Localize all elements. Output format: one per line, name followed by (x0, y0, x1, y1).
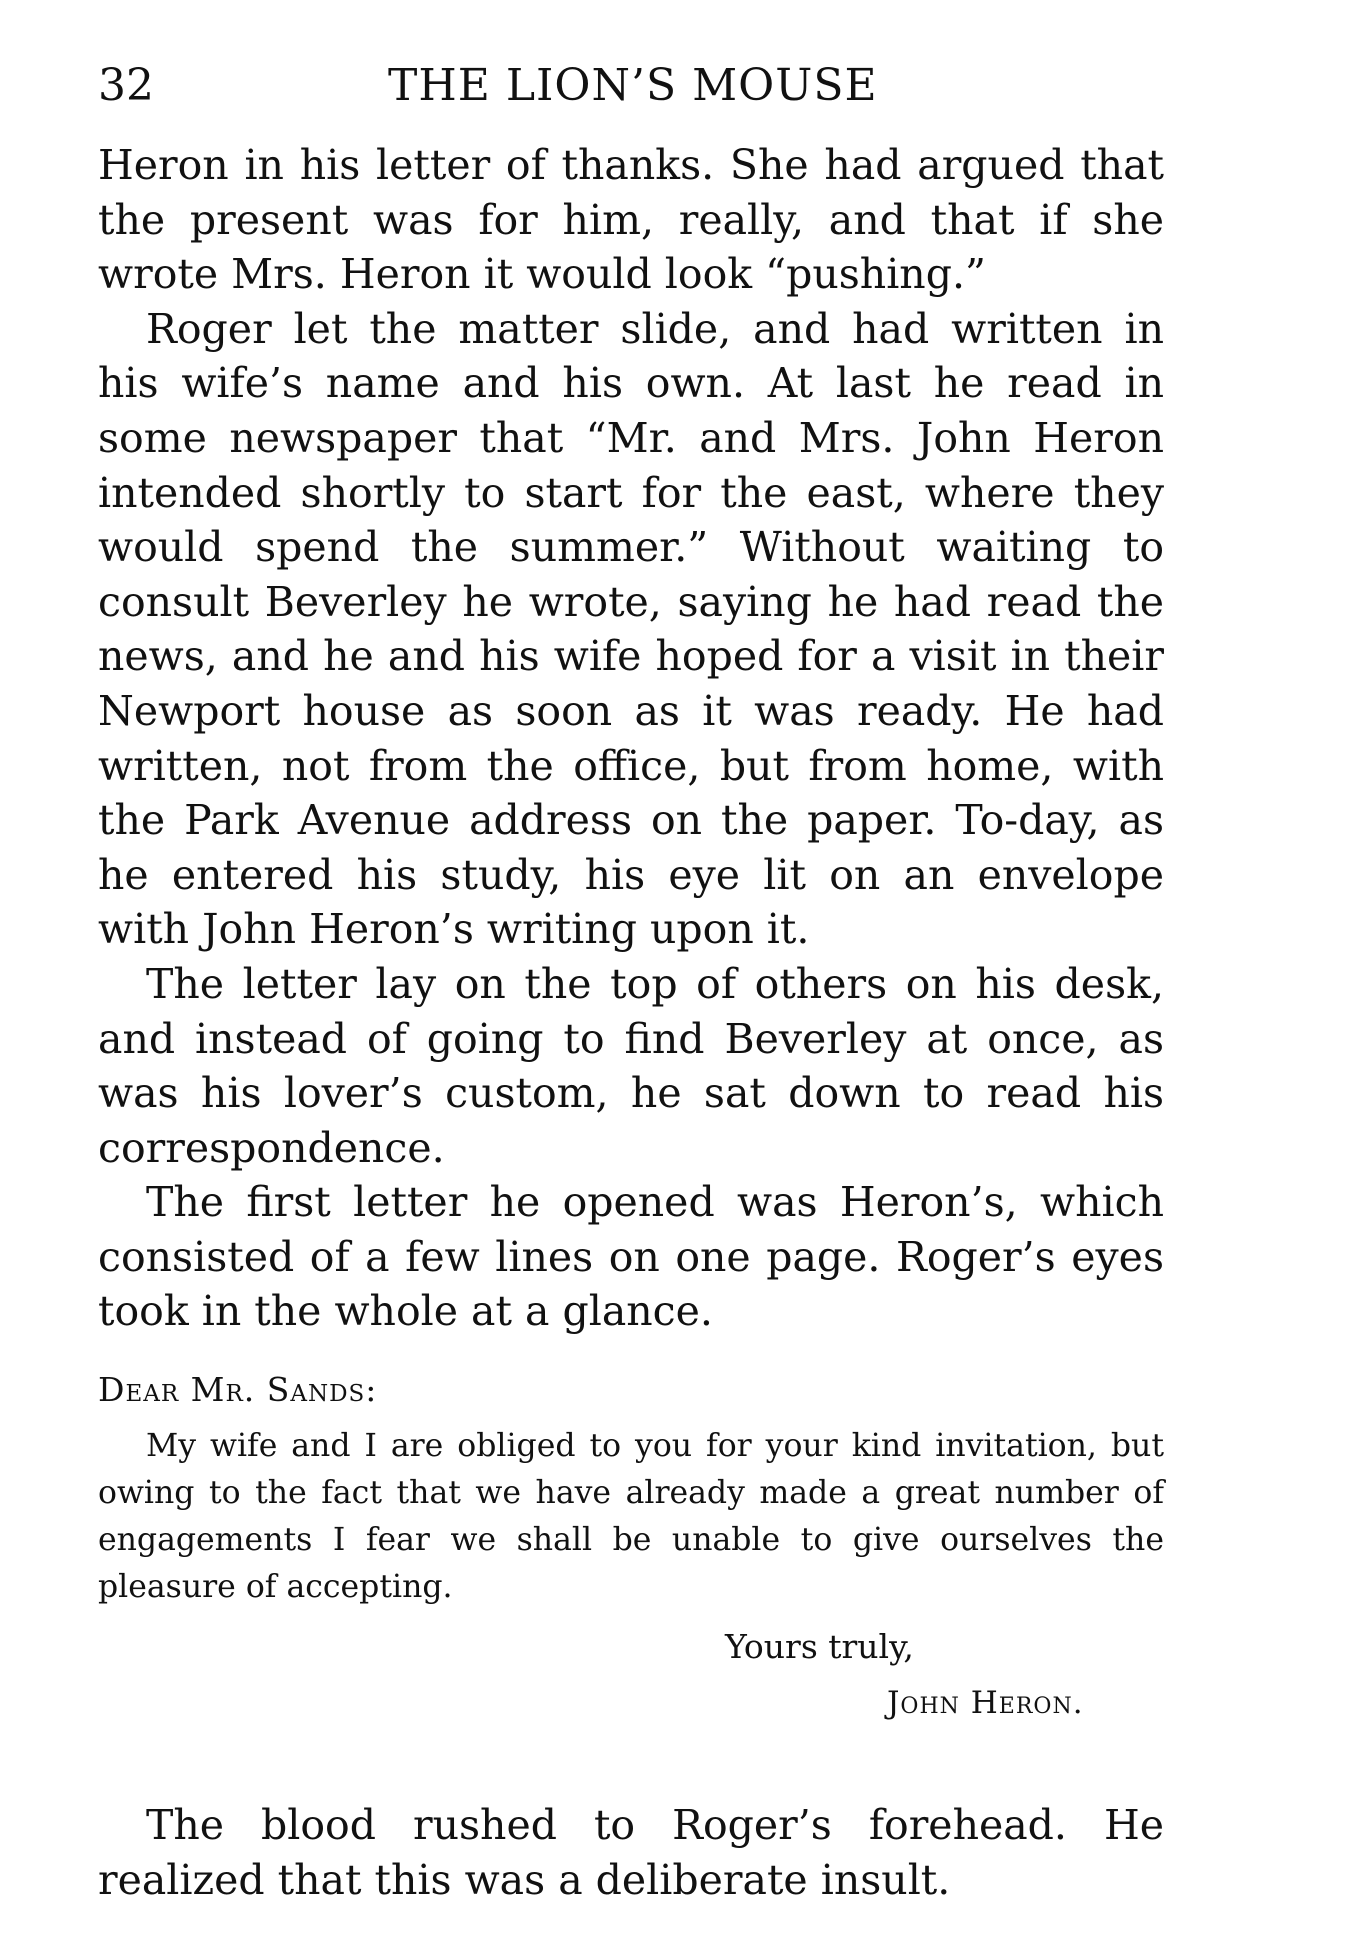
letter-body: My wife and I are obliged to you for your kind invitation, but owing to the fact that we have already made a great number of engagements I fear we shall be unable to give ourselves the pleasure of accepting. (98, 1428, 1164, 1605)
quoted-letter (98, 1370, 1164, 1731)
letter-salutation: Dear Mr. Sands: (98, 1370, 378, 1409)
paragraph: The letter lay on the top of others on his desk, and instead of going to find Beverley at once, as was his lover’s custom, he sat down to read his correspondence. (98, 959, 1164, 1172)
final-paragraph-block (98, 1798, 1164, 1907)
letter-signature: John Heron. (887, 1685, 1084, 1721)
paragraph: The first letter he opened was Heron’s, which consisted of a few lines on one page. Roger’s eyes took in the whole at a glance. (98, 1178, 1164, 1336)
paragraph: The blood rushed to Roger’s forehead. He realized that this was a deliberate insult. (98, 1801, 1164, 1904)
page-number: 32 (98, 60, 154, 111)
paragraph: Heron in his letter of thanks. She had argued that the present was for him, really, and that if she wrote Mrs. Heron it would look “pushing.” (98, 141, 1164, 299)
paragraph: Roger let the matter slide, and had written in his wife’s name and his own. At last he read in some newspaper that “Mr. and Mrs. John Heron intended shortly to start for the east, where they would spend the summer.” Without waiting to consult Beverley he wrote, saying he had read the news, and he and his wife hoped for a visit in their Newport house as soon as it was ready. He had written, not from the office, but from home, with the Park Avenue address on the paper. To-day, as he entered his study, his eye lit on an envelope with John Heron’s writing upon it. (98, 304, 1164, 954)
page-header (98, 60, 1158, 120)
letter-closing: Yours truly, (725, 1627, 914, 1666)
body-text (98, 138, 1164, 1339)
running-title: THE LION’S MOUSE (388, 60, 878, 111)
